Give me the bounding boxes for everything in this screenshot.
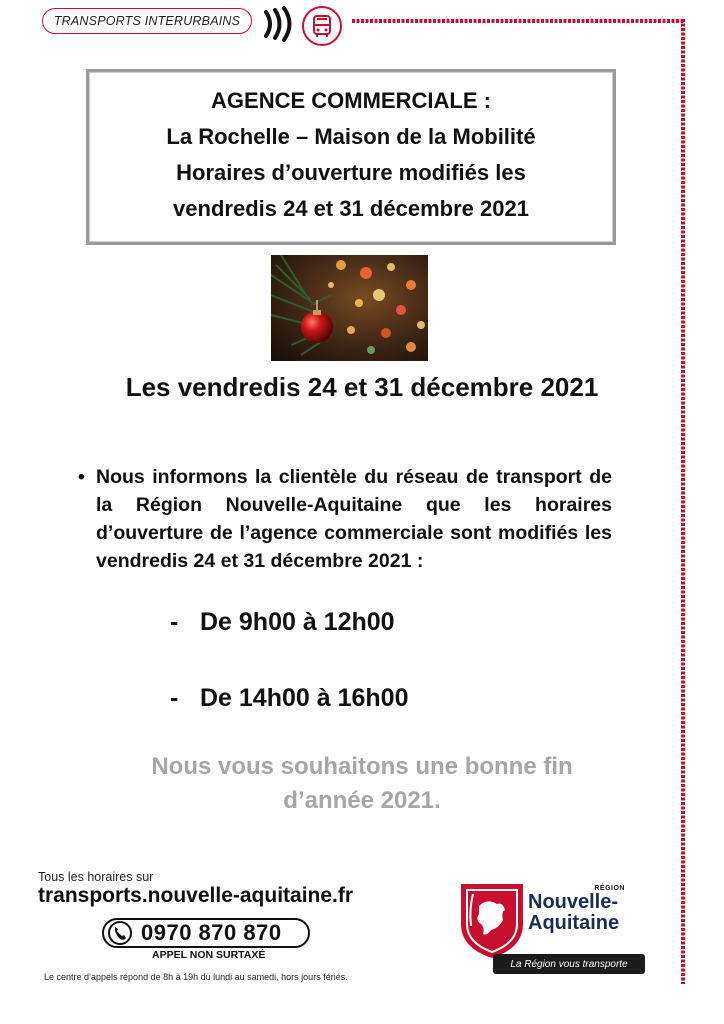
region-lion-shield-icon xyxy=(457,880,527,960)
greeting-line-2: d’année 2021. xyxy=(283,787,441,814)
slot-dash: - xyxy=(170,608,179,636)
region-logo-text xyxy=(528,885,643,934)
title-line-horaires: Horaires d’ouverture modifiés les xyxy=(176,160,526,185)
slot-dash: - xyxy=(170,684,179,712)
logo-name-line-2: Aquitaine xyxy=(528,912,620,934)
horaires-caption: Tous les horaires sur xyxy=(38,870,154,884)
title-line-agence: AGENCE COMMERCIALE : xyxy=(211,88,491,113)
website-link[interactable]: transports.nouvelle-aquitaine.fr xyxy=(38,884,354,907)
pill-label: TRANSPORTS INTERURBAINS xyxy=(53,14,241,28)
phone-number: 0970 870 870 xyxy=(141,920,282,945)
decorative-red-border-right xyxy=(681,19,685,984)
logo-name-line-1: Nouvelle- xyxy=(528,891,619,913)
appel-non-surtaxe: APPEL NON SURTAXÉ xyxy=(152,949,266,961)
notice-paragraph xyxy=(78,463,612,575)
slot-label: De 9h00 à 12h00 xyxy=(200,608,395,636)
bus-icon-badge xyxy=(302,6,342,46)
date-heading: Les vendredis 24 et 31 décembre 2021 xyxy=(125,372,599,402)
bus-icon xyxy=(304,8,340,44)
christmas-ornament-image xyxy=(271,255,428,361)
call-centre-hours: Le centre d’appels répond de 8h à 19h du lundi au samedi, hors jours fériés. xyxy=(44,972,348,982)
greeting-line-1: Nous vous souhaitons une bonne fin xyxy=(151,753,573,780)
title-line-dates: vendredis 24 et 31 décembre 2021 xyxy=(173,196,529,221)
decorative-red-border-top xyxy=(352,19,685,23)
season-greeting xyxy=(0,750,724,818)
logo-region-label: RÉGION xyxy=(594,885,625,892)
transports-interurbains-pill xyxy=(42,8,252,34)
schedule-slot-afternoon xyxy=(170,684,408,713)
phone-icon xyxy=(107,920,133,946)
title-line-location: La Rochelle – Maison de la Mobilité xyxy=(166,124,536,149)
title-box xyxy=(86,69,616,245)
schedule-slot-morning xyxy=(170,608,395,637)
logo-tagline: La Région vous transporte xyxy=(510,958,628,970)
phone-number-box[interactable] xyxy=(102,918,310,948)
sound-waves-icon xyxy=(260,4,300,44)
slot-label: De 14h00 à 16h00 xyxy=(200,684,409,712)
bullet: • xyxy=(78,466,85,488)
notice-text: Nous informons la clientèle du réseau de transport de la Région Nouvelle-Aquitaine que les horaires d’ouverture de l’agence commerciale sont modifiés les vendredis 24 et 31 décembre 2021 : xyxy=(96,466,612,572)
region-tagline-banner xyxy=(493,954,645,974)
